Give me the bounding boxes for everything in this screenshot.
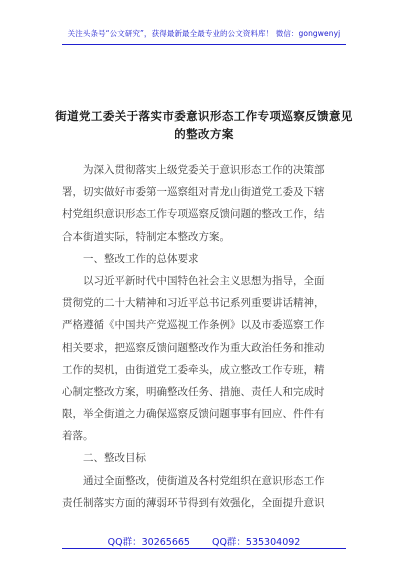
body-line: 贯彻党的二十大精神和习近平总书记系列重要讲话精神， — [62, 297, 325, 310]
body-line: 心制定整改方案，明确整改任务、措施、责任人和完成时 — [62, 385, 325, 398]
body-line: 村党组织意识形态工作专项巡察反馈问题的整改工作，结 — [62, 208, 325, 221]
header-divider — [62, 44, 346, 45]
body-line: 工作的契机，由街道党工委牵头，成立整改工作专班，精 — [62, 363, 325, 376]
body-line: 着落。 — [62, 430, 94, 443]
body-line: 为深入贯彻落实上级党委关于意识形态工作的决策部 — [83, 164, 325, 176]
footer-qq-group-2: QQ群：535304092 — [211, 537, 301, 548]
body-line: 合本街道实际，特制定本整改方案。 — [62, 230, 230, 243]
section-heading: 一、整改工作的总体要求 — [83, 252, 199, 265]
document-body — [62, 159, 348, 514]
section-heading: 二、整改目标 — [83, 452, 146, 465]
document-title-line-2: 的整改方案 — [174, 127, 234, 141]
body-line: 署，切实做好市委第一巡察组对青龙山街道党工委及下辖 — [62, 186, 325, 199]
footer-qq-group-1: QQ群：30265665 — [107, 537, 190, 548]
body-line: 以习近平新时代中国特色社会主义思想为指导，全面 — [83, 274, 325, 287]
header-notice: 关注头条号“公文研究”，获得最新最全最专业的公文资料库！ 微信：gongwenyj — [67, 29, 341, 38]
body-line: 通过全面整改，使街道及各村党组织在意识形态工作 — [83, 474, 325, 487]
body-line: 责任制落实方面的薄弱环节得到有效强化，全面提升意识 — [62, 496, 325, 509]
footer — [0, 534, 408, 548]
body-line: 限，举全街道之力确保巡察反馈问题事事有回应、件件有 — [62, 408, 325, 421]
body-line: 严格遵循《中国共产党巡视工作条例》以及市委巡察工作 — [62, 319, 325, 332]
body-line: 相关要求，把巡察反馈问题整改作为重大政治任务和推动 — [62, 341, 325, 354]
footer-divider — [62, 548, 346, 549]
document-title-line-1: 街道党工委关于落实市委意识形态工作专项巡察反馈意见 — [55, 109, 353, 123]
